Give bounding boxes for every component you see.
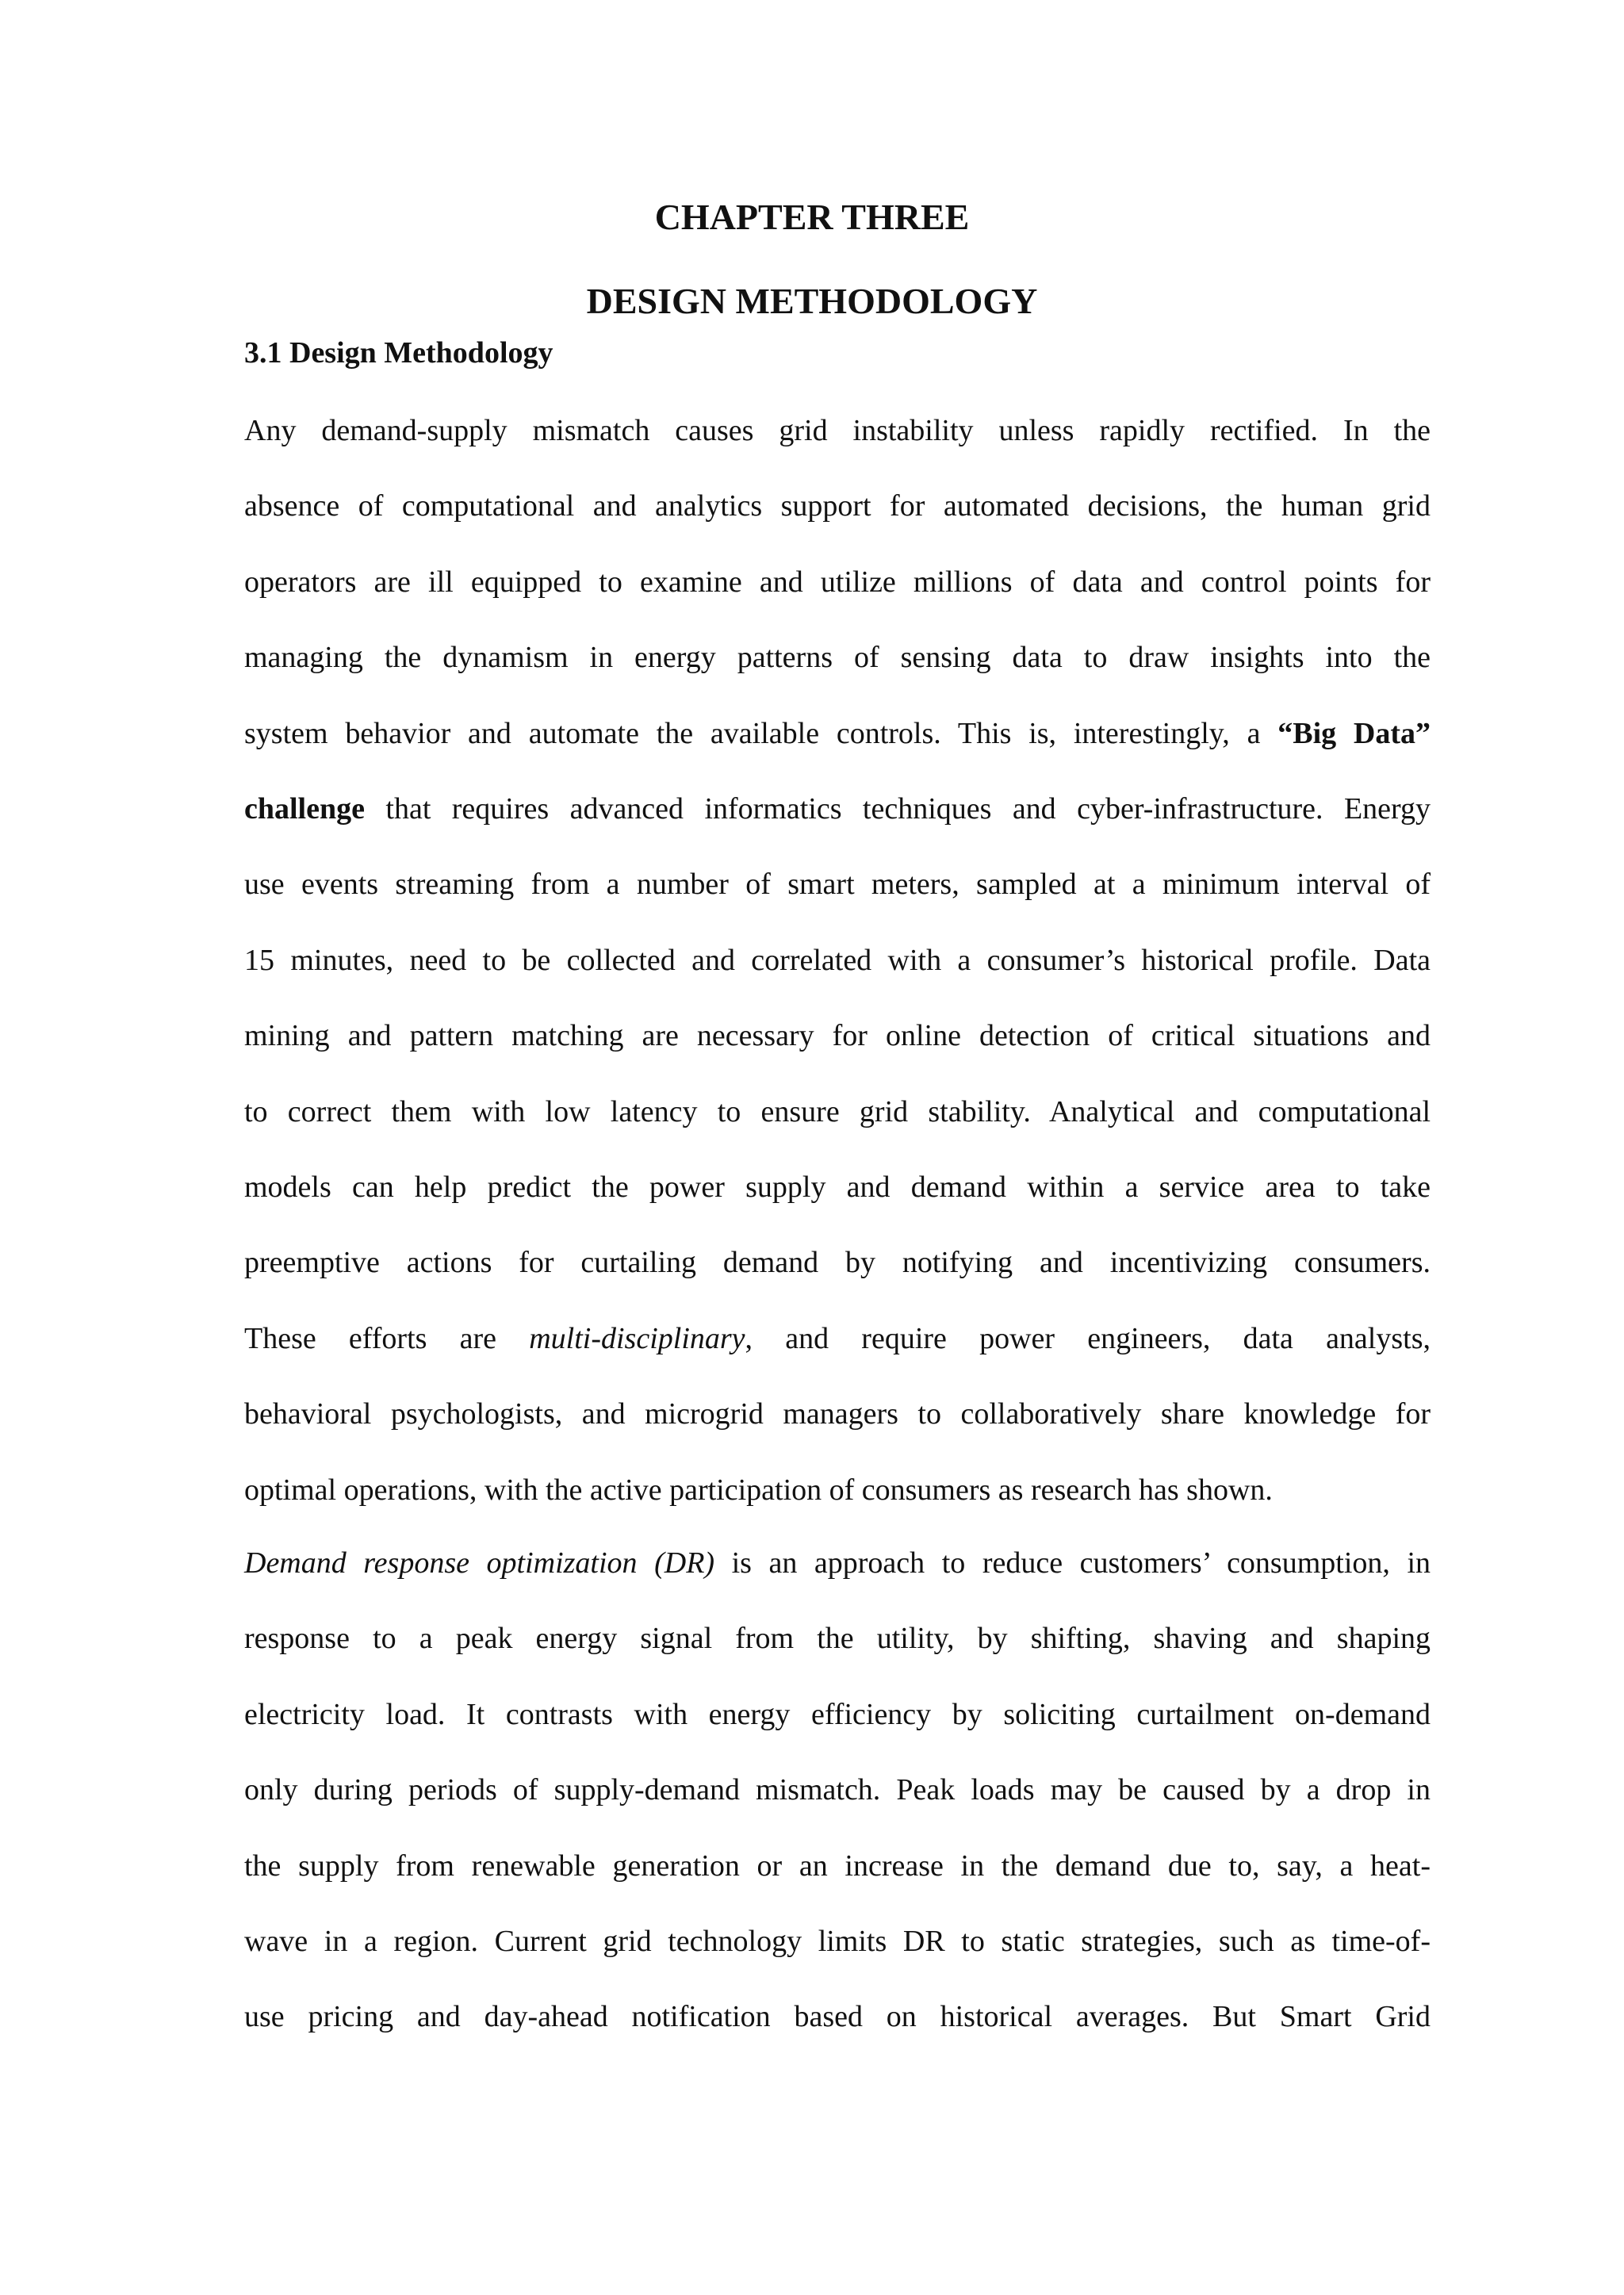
text-line: 15 minutes, need to be collected and correlated with a consumer’s historical profile. Data	[244, 943, 1431, 977]
text-run: system behavior and automate the available controls. This is, interestingly, a	[244, 716, 1261, 750]
text-line: electricity load. It contrasts with energy efficiency by soliciting curtailment on-demand	[244, 1697, 1431, 1731]
section-heading: 3.1 Design Methodology	[244, 336, 553, 370]
text-run: is an approach to reduce customers’ consumption, in	[731, 1546, 1431, 1580]
text-run: , and require power engineers, data analysts,	[745, 1321, 1431, 1355]
text-line: to correct them with low latency to ensure grid stability. Analytical and computational	[244, 1094, 1431, 1128]
text-line: behavioral psychologists, and microgrid managers to collaboratively share knowledge for	[244, 1397, 1431, 1431]
italic-term: multi-disciplinary	[529, 1321, 745, 1355]
text-line: wave in a region. Current grid technology limits DR to static strategies, such as time-of-	[244, 1925, 1431, 1959]
text-line	[244, 1526, 1431, 1601]
text-line: optimal operations, with the active participation of consumers as research has shown.	[244, 1473, 1273, 1507]
text-line: mining and pattern matching are necessary for online detection of critical situations and	[244, 1019, 1431, 1053]
text-line	[244, 772, 1431, 847]
text-line: the supply from renewable generation or an increase in the demand due to, say, a heat-	[244, 1849, 1431, 1883]
text-line: models can help predict the power supply and demand within a service area to take	[244, 1170, 1431, 1205]
text-line	[244, 1301, 1431, 1377]
text-line: response to a peak energy signal from the utility, by shifting, shaving and shaping	[244, 1622, 1431, 1656]
bold-term: “Big Data”	[1277, 716, 1431, 750]
chapter-title: DESIGN METHODOLOGY	[586, 281, 1038, 321]
text-run: These efforts are	[244, 1321, 497, 1355]
text-run: that requires advanced informatics techniques and cyber-infrastructure. Energy	[385, 792, 1431, 826]
text-line: absence of computational and analytics support for automated decisions, the human grid	[244, 489, 1431, 523]
text-line	[244, 696, 1431, 772]
text-line: use events streaming from a number of smart meters, sampled at a minimum interval of	[244, 868, 1431, 902]
text-line: operators are ill equipped to examine and utilize millions of data and control points for	[244, 565, 1431, 599]
text-line: preemptive actions for curtailing demand by notifying and incentivizing consumers.	[244, 1246, 1431, 1280]
text-line: Any demand-supply mismatch causes grid instability unless rapidly rectified. In the	[244, 414, 1431, 447]
text-line: only during periods of supply-demand mismatch. Peak loads may be caused by a drop in	[244, 1773, 1431, 1807]
text-line: managing the dynamism in energy patterns of sensing data to draw insights into the	[244, 641, 1431, 675]
italic-term: Demand response optimization (DR)	[244, 1546, 715, 1580]
body-paragraph-2	[244, 1526, 1431, 2056]
chapter-number: CHAPTER THREE	[654, 197, 970, 237]
text-line: use pricing and day-ahead notification based on historical averages. But Smart Grid	[244, 2000, 1431, 2034]
body-paragraph-1	[244, 393, 1431, 1528]
bold-term: challenge	[244, 792, 365, 826]
